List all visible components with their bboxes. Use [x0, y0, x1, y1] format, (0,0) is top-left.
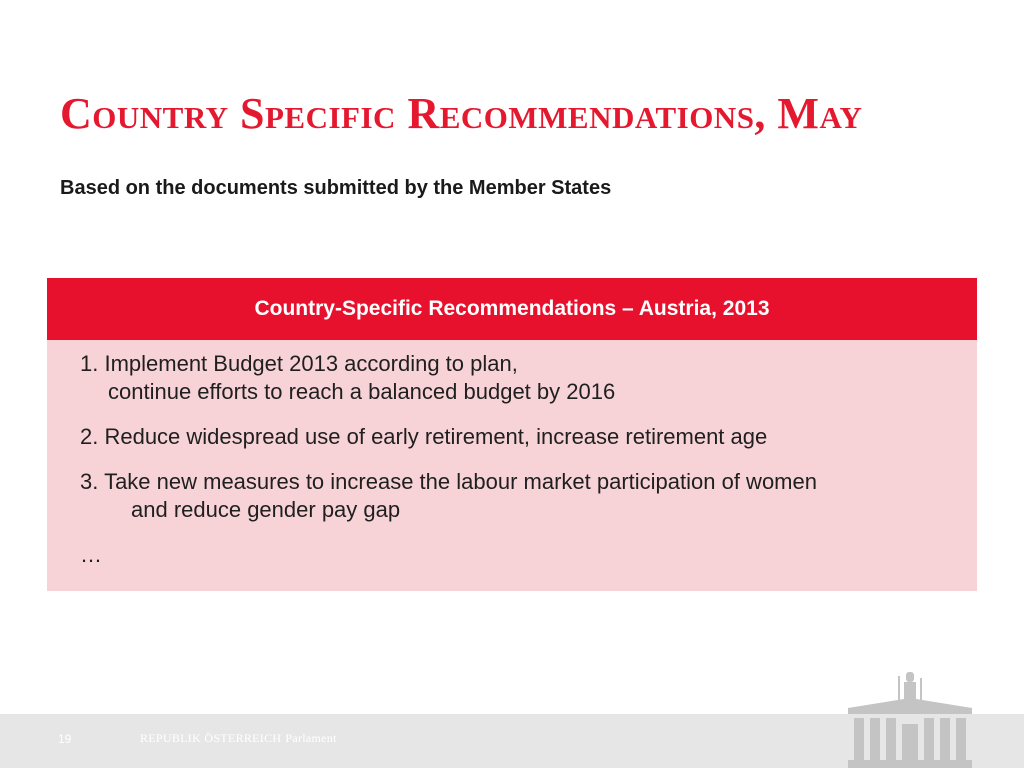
recommendation-item-2 [80, 423, 957, 451]
slide-subtitle: Based on the documents submitted by the Member States [60, 177, 612, 199]
recommendation-text: 2. Reduce widespread use of early retirement, increase retirement age [80, 424, 768, 449]
recommendation-text: … [80, 542, 102, 567]
recommendation-ellipsis [80, 541, 957, 569]
footer-brand-sub: Parlament [285, 731, 337, 745]
footer-brand [140, 731, 337, 746]
recommendations-list [80, 350, 957, 569]
recommendation-continuation: and reduce gender pay gap [131, 497, 401, 522]
recommendations-box [47, 278, 977, 591]
recommendation-item-3 [80, 468, 957, 524]
recommendations-box-header [47, 278, 977, 340]
recommendation-item-1 [80, 350, 957, 406]
recommendation-text: 1. Implement Budget 2013 according to plan, [80, 351, 518, 376]
parliament-building-logo-icon [840, 668, 980, 768]
slide-title: Country Specific Recommendations, May [60, 89, 863, 138]
recommendation-continuation: continue efforts to reach a balanced budget by 2016 [108, 379, 616, 404]
recommendation-text: 3. Take new measures to increase the labour market participation of women [80, 469, 817, 494]
recommendations-box-title: Country-Specific Recommendations – Austria, 2013 [254, 297, 770, 320]
footer-brand-name: REPUBLIK ÖSTERREICH [140, 731, 282, 745]
page-number: 19 [58, 732, 72, 746]
